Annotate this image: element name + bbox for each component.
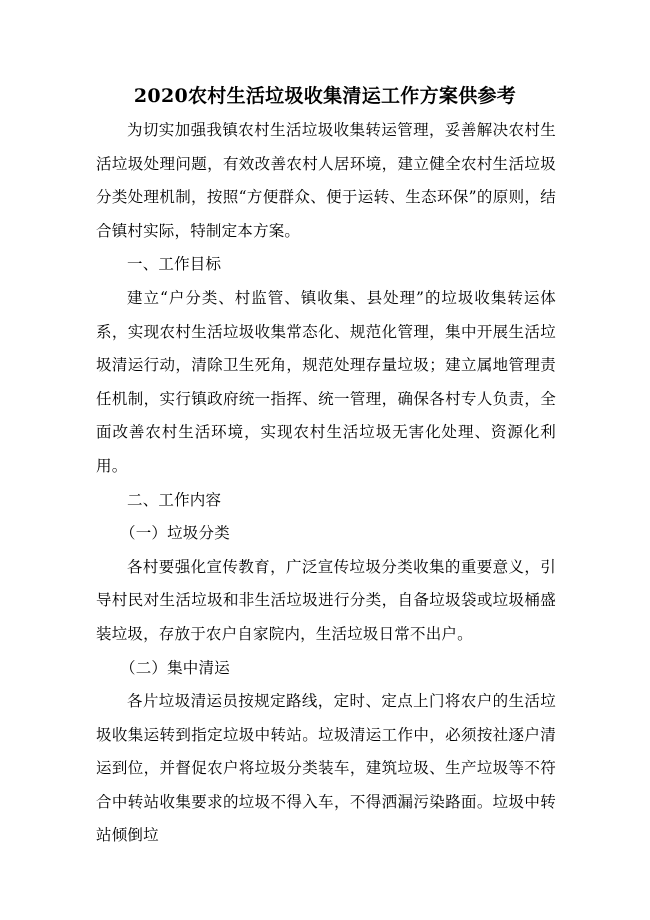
subheading-collection: （二）集中清运 <box>120 658 230 677</box>
section-heading-goals: 一、工作目标 <box>127 255 222 274</box>
collection-paragraph: 各片垃圾清运员按规定路线，定时、定点上门将农户的生活垃圾收集运转到指定垃圾中转站。垃圾清运工作中，必须按社逐户清运到位，并督促农户将垃圾分类装车，建筑垃圾、生产垃圾等不符合中转站收集要求的垃圾不得入车，不得洒漏污染路面。垃圾中转站倾倒垃 <box>96 692 556 845</box>
subheading-sorting: （一）垃圾分类 <box>120 524 230 543</box>
document-body <box>96 114 556 853</box>
sorting-paragraph: 各村要强化宣传教育，广泛宣传垃圾分类收集的重要意义，引导村民对生活垃圾和非生活垃圾进行分类，自备垃圾袋或垃圾桶盛装垃圾，存放于农户自家院内，生活垃圾日常不出户。 <box>96 557 556 643</box>
section-heading-content: 二、工作内容 <box>127 490 222 509</box>
goals-paragraph: 建立“户分类、村监管、镇收集、县处理”的垃圾收集转运体系，实现农村生活垃圾收集常态化、规范化管理，集中开展生活垃圾清运行动，清除卫生死角，规范处理存量垃圾；建立属地管理责任机制，实行镇政府统一指挥、统一管理，确保各村专人负责，全面改善农村生活环境，实现农村生活垃圾无害化处理、资源化利用。 <box>96 288 556 475</box>
intro-paragraph: 为切实加强我镇农村生活垃圾收集转运管理，妥善解决农村生活垃圾处理问题，有效改善农村人居环境，建立健全农村生活垃圾分类处理机制，按照“方便群众、便于运转、生态环保”的原则，结合镇村实际，特制定本方案。 <box>96 121 556 240</box>
document-title: 2020农村生活垃圾收集清运工作方案供参考 <box>133 85 517 107</box>
